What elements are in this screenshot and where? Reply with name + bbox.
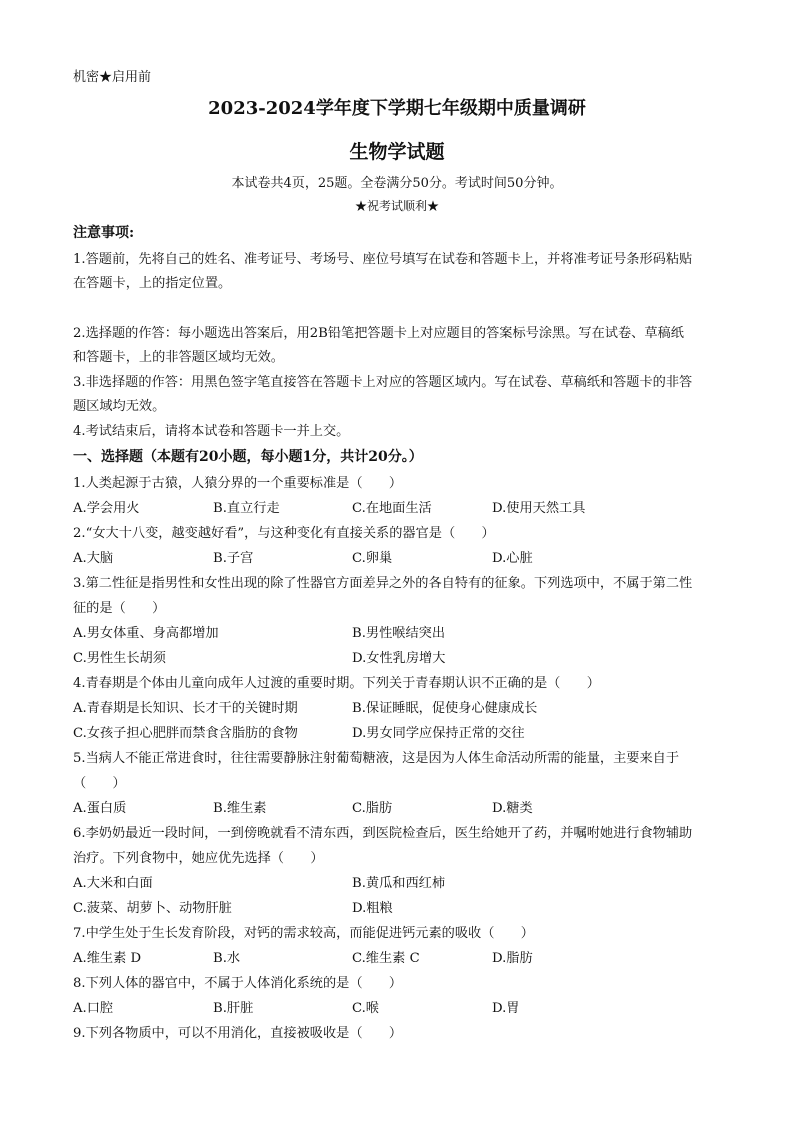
option-d: D.脂肪 bbox=[492, 951, 533, 966]
option-c: C.卵巢 bbox=[352, 551, 393, 566]
option-d: D.女性乳房增大 bbox=[352, 651, 446, 666]
option-d: D.粗粮 bbox=[352, 901, 393, 916]
notice-heading: 注意事项: bbox=[73, 225, 135, 241]
option-c: C.男性生长胡须 bbox=[73, 651, 166, 666]
option-b: B.保证睡眠，促使身心健康成长 bbox=[352, 701, 538, 716]
question-stem: 8.下列人体的器官中，不属于人体消化系统的是（ ） bbox=[73, 976, 403, 991]
question-stem: 1.人类起源于古猿，人猿分界的一个重要标准是（ ） bbox=[73, 476, 403, 491]
option-d: D.胃 bbox=[492, 1001, 520, 1016]
option-d: D.男女同学应保持正常的交往 bbox=[352, 726, 525, 741]
option-b: B.子宫 bbox=[213, 551, 254, 566]
option-a: A.大米和白面 bbox=[73, 876, 153, 891]
section-heading: 一、选择题（本题有20小题，每小题1分，共计20分。） bbox=[73, 449, 423, 465]
notice-line: 2.选择题的作答：每小题选出答案后，用2B铅笔把答题卡上对应题目的答案标号涂黑。写在试卷、草稿纸 bbox=[73, 326, 684, 341]
option-a: A.蛋白质 bbox=[73, 801, 127, 816]
question-stem: 征的是（ ） bbox=[73, 601, 166, 616]
notice-line: 3.非选择题的作答：用黑色签字笔直接答在答题卡上对应的答题区域内。写在试卷、草稿纸和答题卡的非答 bbox=[73, 375, 693, 390]
question-stem: 5.当病人不能正常进食时，往往需要静脉注射葡萄糖液，这是因为人体生命活动所需的能量，主要来自于 bbox=[73, 751, 680, 766]
question-stem: 9.下列各物质中，可以不用消化，直接被吸收是（ ） bbox=[73, 1026, 403, 1041]
option-a: A.青春期是长知识、长才干的关键时期 bbox=[73, 701, 298, 716]
option-d: D.糖类 bbox=[492, 801, 533, 816]
notice-line: 在答题卡，上的指定位置。 bbox=[73, 276, 232, 291]
option-d: D.使用天然工具 bbox=[492, 501, 586, 516]
exam-title: 2023-2024学年度下学期七年级期中质量调研 bbox=[208, 98, 586, 119]
notice-line: 4.考试结束后，请将本试卷和答题卡一并上交。 bbox=[73, 424, 350, 439]
option-c: C.女孩子担心肥胖而禁食含脂肪的食物 bbox=[73, 726, 298, 741]
question-stem: 2.“女大十八变，越变越好看”，与这种变化有直接关系的器官是（ ） bbox=[73, 526, 495, 541]
question-stem: 4.青春期是个体由儿童向成年人过渡的重要时期。下列关于青春期认识不正确的是（ ） bbox=[73, 676, 600, 691]
option-b: B.肝脏 bbox=[213, 1001, 254, 1016]
option-a: A.维生素 D bbox=[73, 951, 142, 966]
exam-subtitle: 生物学试题 bbox=[349, 141, 445, 163]
notice-line: 题区域均无效。 bbox=[73, 399, 166, 414]
option-c: C.菠菜、胡萝卜、动物肝脏 bbox=[73, 901, 232, 916]
notice-line: 1.答题前，先将自己的姓名、准考证号、考场号、座位号填写在试卷和答题卡上，并将准考证号条形码粘贴 bbox=[73, 252, 693, 267]
question-stem: 治疗。下列食物中，她应优先选择（ ） bbox=[73, 851, 324, 866]
question-stem: （ ） bbox=[73, 776, 126, 791]
option-a: A.大脑 bbox=[73, 551, 114, 566]
option-b: B.黄瓜和西红柿 bbox=[352, 876, 446, 891]
option-c: C.喉 bbox=[352, 1001, 379, 1016]
question-stem: 6.李奶奶最近一段时间，一到傍晚就看不清东西，到医院检查后，医生给她开了药，并嘱咐她进行食物辅助 bbox=[73, 826, 693, 841]
confidential-label: 机密★启用前 bbox=[73, 70, 152, 85]
option-a: A.口腔 bbox=[73, 1001, 114, 1016]
option-c: C.脂肪 bbox=[352, 801, 393, 816]
option-b: B.维生素 bbox=[213, 801, 267, 816]
option-b: B.水 bbox=[213, 951, 241, 966]
option-d: D.心脏 bbox=[492, 551, 533, 566]
option-b: B.男性喉结突出 bbox=[352, 626, 446, 641]
question-stem: 7.中学生处于生长发育阶段，对钙的需求较高，而能促进钙元素的吸收（ ） bbox=[73, 926, 534, 941]
option-c: C.在地面生活 bbox=[352, 501, 432, 516]
exam-info: 本试卷共4页，25题。全卷满分50分。考试时间50分钟。 bbox=[231, 176, 563, 191]
option-a: A.学会用火 bbox=[73, 501, 140, 516]
option-b: B.直立行走 bbox=[213, 501, 280, 516]
notice-line: 和答题卡，上的非答题区域均无效。 bbox=[73, 350, 284, 365]
option-c: C.维生素 C bbox=[352, 951, 420, 966]
option-a: A.男女体重、身高都增加 bbox=[73, 626, 219, 641]
exam-wish: ★祝考试顺利★ bbox=[354, 199, 439, 213]
question-stem: 3.第二性征是指男性和女性出现的除了性器官方面差异之外的各自特有的征象。下列选项中，不属于第二性 bbox=[73, 576, 693, 591]
